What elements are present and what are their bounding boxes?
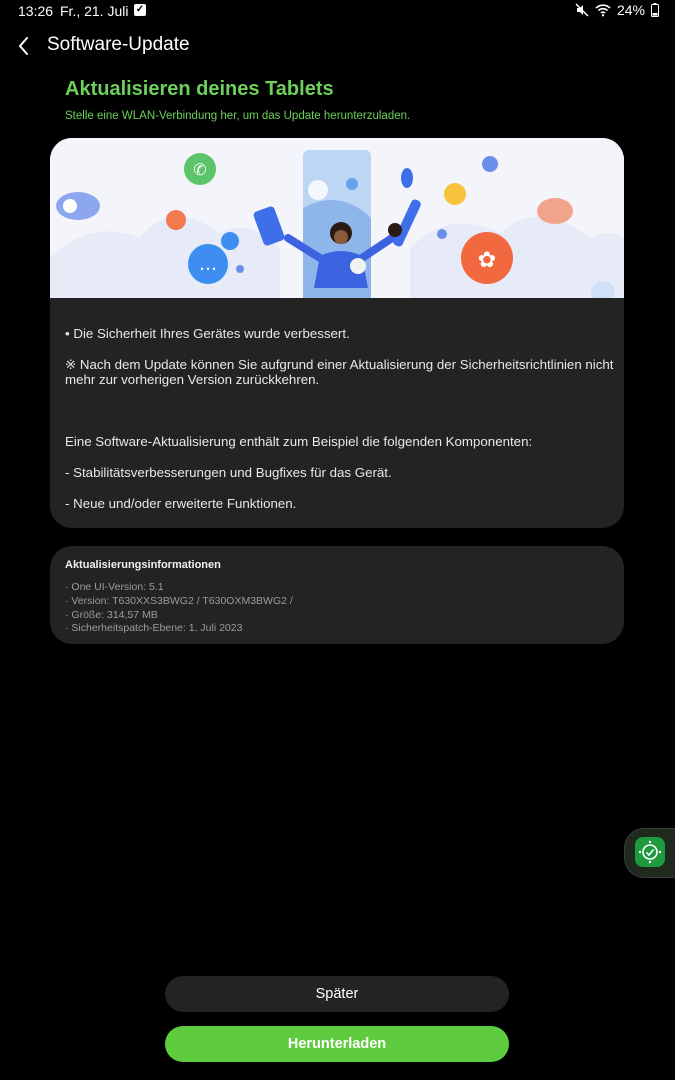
description-line: ※ Nach dem Update können Sie aufgrund einer Aktualisierung der Sicherheitsrichtlinien nicht mehr zur vorherigen Version zurückkehren. [65, 356, 614, 387]
description-line: - Neue und/oder erweiterte Funktionen. [65, 496, 297, 511]
download-button[interactable]: Herunterladen [165, 1026, 509, 1062]
chevron-left-icon [12, 32, 36, 60]
svg-text:✿: ✿ [477, 248, 497, 273]
later-button[interactable]: Später [165, 976, 509, 1012]
svg-text:✆: ✆ [193, 160, 207, 179]
update-description [65, 310, 615, 528]
svg-text:…: … [199, 254, 217, 275]
description-line: Eine Software-Aktualisierung enthält zum Beispiel die folgenden Komponenten: [65, 434, 533, 449]
battery-icon [651, 3, 659, 17]
info-item: · One UI-Version: 5.1 [65, 581, 164, 593]
notification-check-icon: ✓ [135, 4, 145, 15]
app-bar [0, 26, 675, 66]
status-icons [575, 2, 659, 18]
info-item: · Sicherheitspatch-Ebene: 1. Juli 2023 [65, 622, 243, 635]
update-details-card [50, 138, 624, 528]
update-subline: Stelle eine WLAN-Verbindung her, um das Update herunterzuladen. [65, 110, 411, 122]
info-item: · Version: T630XXS3BWG2 / T630OXM3BWG2 / [65, 594, 293, 607]
floating-assistant-handle[interactable] [624, 828, 675, 878]
description-line [65, 527, 615, 528]
status-time: 13:26 [18, 3, 54, 19]
page-title: Software-Update [47, 34, 190, 55]
wifi-icon [595, 3, 611, 17]
mute-icon [575, 3, 589, 17]
battery-percent: 24% [616, 2, 645, 18]
info-title: Aktualisierungsinformationen [65, 559, 221, 571]
info-item: · Größe: 314,57 MB [65, 608, 158, 621]
back-button[interactable] [12, 32, 36, 60]
assistant-icon [635, 837, 665, 867]
update-info-card [50, 546, 624, 644]
description-line [65, 403, 615, 419]
status-date: Fr., 21. Juli [60, 3, 129, 19]
info-list [65, 581, 293, 636]
description-line: • Die Sicherheit Ihres Gerätes wurde verbessert. [65, 325, 350, 341]
status-bar [0, 0, 675, 22]
update-illustration [50, 138, 624, 298]
update-headline: Aktualisieren deines Tablets [65, 78, 334, 100]
description-line: - Stabilitätsverbesserungen und Bugfixes für das Gerät. [65, 465, 392, 480]
